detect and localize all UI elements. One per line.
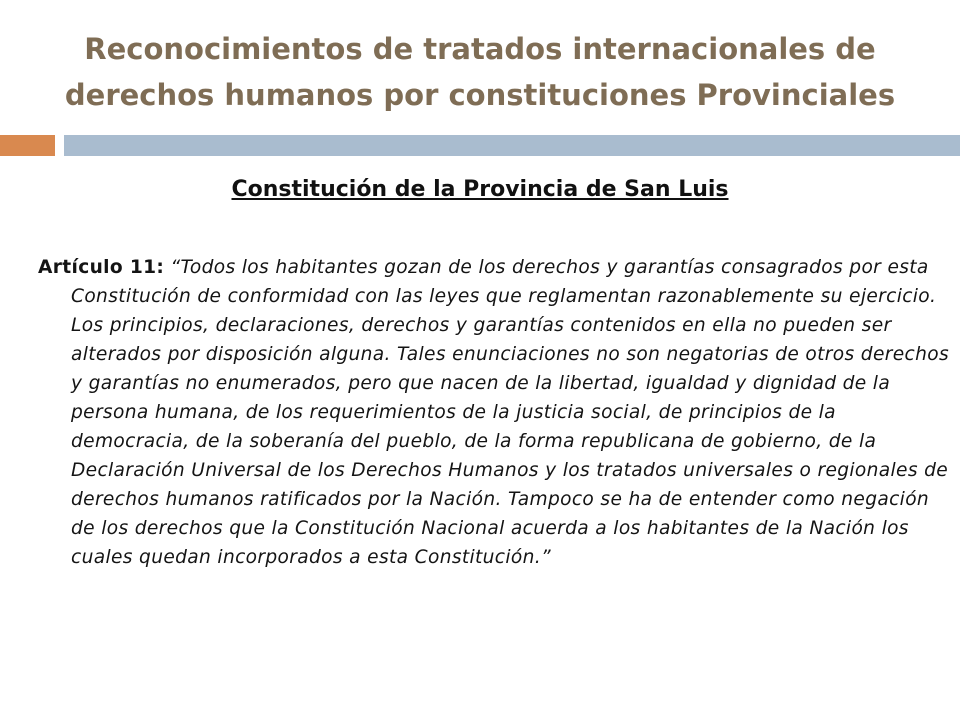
article-paragraph bbox=[38, 253, 956, 572]
slide-subtitle: Constitución de la Provincia de San Luis bbox=[231, 177, 729, 202]
slide-title: Reconocimientos de tratados internacionales de derechos humanos por constituciones Provinciales bbox=[64, 32, 896, 112]
accent-bar-orange bbox=[0, 135, 55, 156]
article-quote: “Todos los habitantes gozan de los derechos y garantías consagrados por esta Constitución de conformidad con las leyes que reglamentan razonablemente su ejercicio. Los principios, declaraciones, derechos y garantías contenidos en ella no pueden ser alterados por disposición alguna. Tales enunciaciones no son negatorias de otros derechos y garantías no enumerados, pero que nacen de la libertad, igualdad y dignidad de la persona humana, de los requerimientos de la justicia social, de principios de la democracia, de la soberanía del pueblo, de la forma republicana de gobierno, de la Declaración Universal de los Derechos Humanos y los tratados universales o regionales de derechos humanos ratificados por la Nación. Tampoco se ha de entender como negación de los derechos que la Constitución Nacional acuerda a los habitantes de la Nación los cuales quedan incorporados a esta Constitución.” bbox=[71, 257, 949, 568]
article-label: Artículo 11: bbox=[38, 257, 165, 278]
accent-bar-blue bbox=[64, 135, 960, 156]
